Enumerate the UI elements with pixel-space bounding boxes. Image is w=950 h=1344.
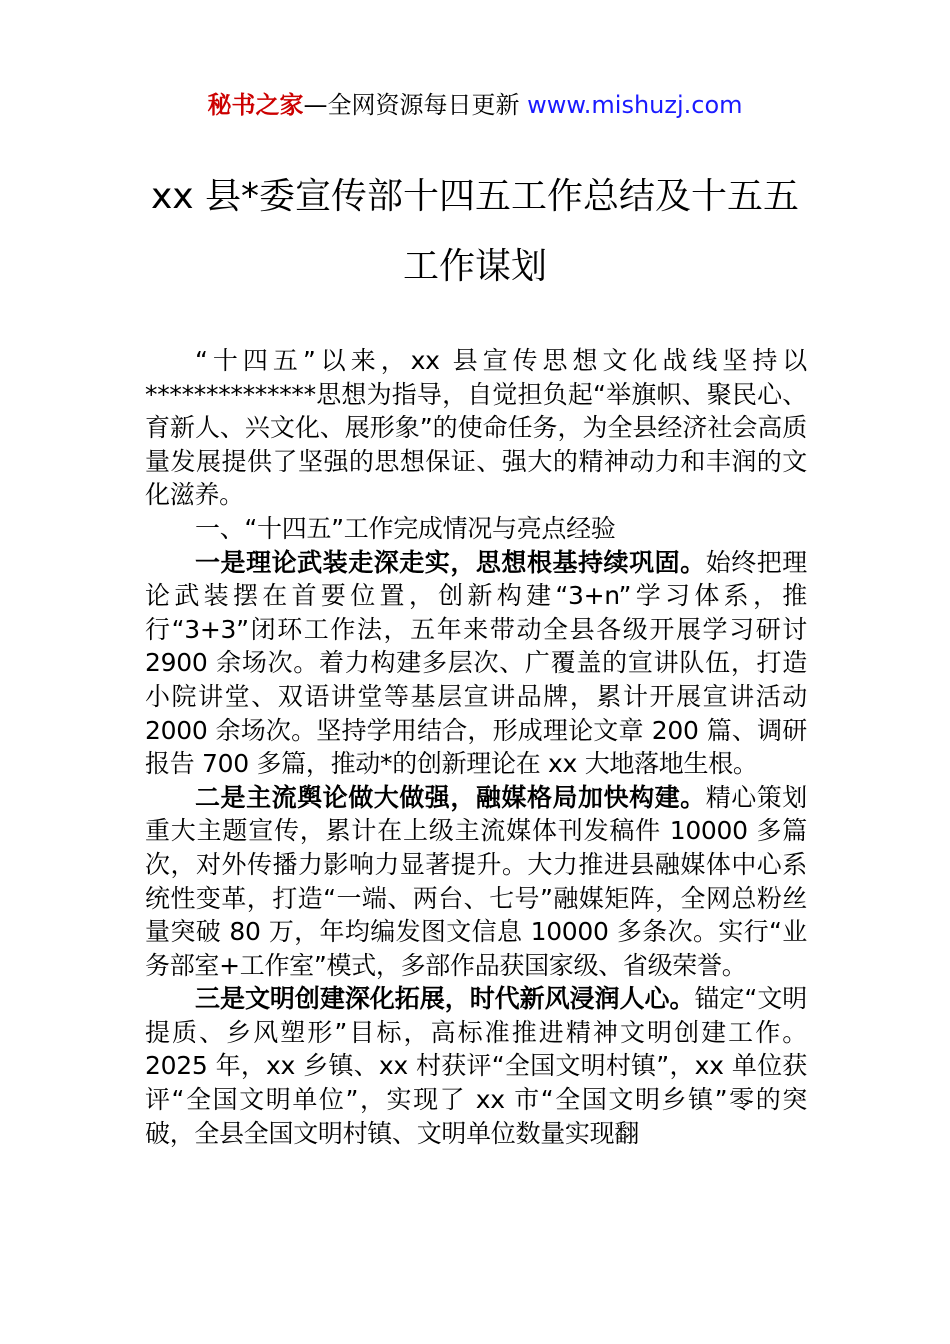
paragraph-theory-lead: 一是理论武装走深走实，思想根基持续巩固。 [195,547,706,577]
document-title [120,162,830,302]
title-line-2: 工作谋划 [402,246,547,287]
paragraph-civilization-lead: 三是文明创建深化拓展，时代新风浸润人心。 [195,984,695,1014]
paragraph-theory-body: 始终把理论武装摆在首要位置，创新构建“3+n”学习体系，推行“3+3”闭环工作法，五年来带动全县各级开展学习研讨 2900 余场次。着力构建多层次、广覆盖的宣讲队伍，打造小院讲堂、双语讲堂等基层宣讲品牌，累计开展宣讲活动 2000 余场次。坚持学用结合，形成理论文章 200 篇、调研报告 700 多篇，推动*的创新理论在 xx 大地落地生根。 [145,547,807,779]
header-slogan: —全网资源每日更新 [303,91,528,119]
paragraph-media [145,781,807,983]
site-url-link[interactable]: www.mishuzj.com [527,91,743,119]
site-header [0,88,950,122]
brand-name: 秘书之家 [207,91,304,119]
paragraph-civilization [145,982,807,1150]
document-body [145,344,807,1150]
paragraph-theory [145,546,807,781]
title-line-1: xx 县*委宣传部十四五工作总结及十五五 [150,176,800,217]
paragraph-media-body: 精心策划重大主题宣传，累计在上级主流媒体刊发稿件 10000 多篇次，对外传播力影响力显著提升。大力推进县融媒体中心系统性变革，打造“一端、两台、七号”融媒矩阵，全网总粉丝量突破 80 万，年均编发图文信息 10000 多条次。实行“业务部室+工作室”模式，多部作品获国家级、省级荣誉。 [145,782,807,980]
paragraph-media-lead: 二是主流舆论做大做强，融媒格局加快构建。 [195,782,706,812]
paragraph-civilization-body: 锚定“文明提质、乡风塑形”目标，高标准推进精神文明创建工作。2025 年，xx 乡镇、xx 村获评“全国文明村镇”，xx 单位获评“全国文明单位”，实现了 xx 市“全国文明乡镇”零的突破，全县全国文明村镇、文明单位数量实现翻 [145,984,807,1148]
section-heading: 一、“十四五”工作完成情况与亮点经验 [195,513,616,543]
intro-paragraph: “十四五”以来，xx 县宣传思想文化战线坚持以**************思想为指导，自觉担负起“举旗帜、聚民心、育新人、兴文化、展形象”的使命任务，为全县经济社会高质量发展提供了坚强的思想保证、强大的精神动力和丰润的文化滋养。 [145,346,807,510]
